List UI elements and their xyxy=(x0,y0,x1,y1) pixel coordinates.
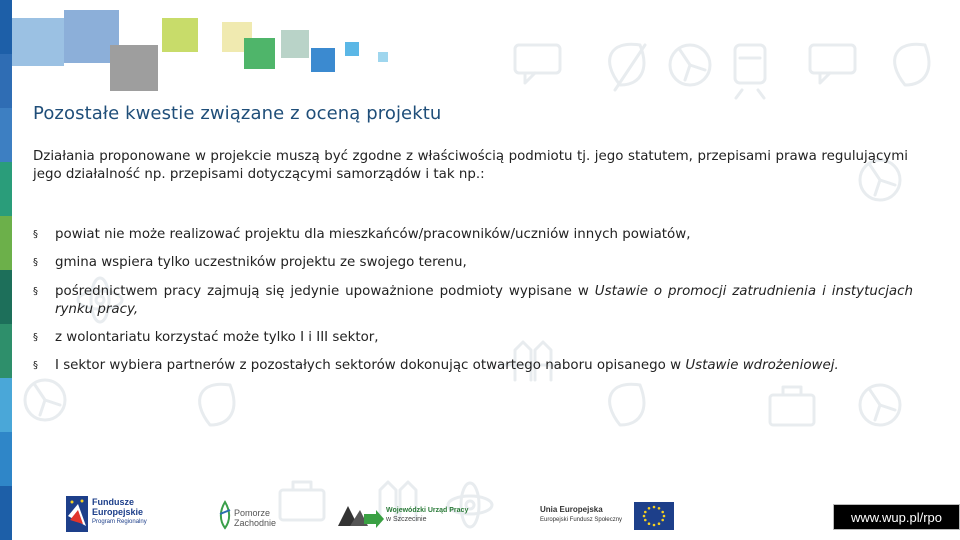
intro-paragraph: Działania proponowane w projekcie muszą być zgodne z właściwością podmiotu tj. jego statutem, przepisami prawa regulującymi jego działalność np. przepisami dotyczącymi samorządów i tak np.: xyxy=(33,149,908,182)
bullet-list xyxy=(33,226,913,375)
windmill-icon xyxy=(25,380,65,420)
windmill-icon xyxy=(860,385,900,425)
bullet-text: pośrednictwem pracy zajmują się jedynie upoważnione podmioty wypisane w xyxy=(55,284,595,299)
bullet-mark: § xyxy=(33,286,38,297)
fundusze-europejskie-logo xyxy=(66,496,166,532)
wup-emblem-icon xyxy=(336,500,384,530)
pomorze-line2: Zachodnie xyxy=(234,518,277,528)
pomorze-line1: Pomorze xyxy=(234,508,271,518)
chat-icon xyxy=(515,45,560,83)
bullet-text: I sektor wybiera partnerów z pozostałych sektorów dokonując otwartego naboru opisanego w xyxy=(55,358,686,373)
fe-line3: Program Regionalny xyxy=(92,519,147,525)
briefcase-icon xyxy=(770,387,814,425)
pomorze-emblem-icon xyxy=(214,500,236,530)
list-item xyxy=(33,329,913,347)
pomorze-zachodnie-logo xyxy=(214,500,284,532)
bullet-mark: § xyxy=(33,229,38,240)
unia-europejska-logo xyxy=(540,502,675,532)
bullet-mark: § xyxy=(33,332,38,343)
law-reference: Ustawie wdrożeniowej. xyxy=(685,358,839,373)
briefcase-icon xyxy=(280,482,324,520)
train-icon xyxy=(735,45,765,98)
leaf-icon xyxy=(610,44,645,90)
bullet-mark: § xyxy=(33,360,38,371)
ue-line1: Unia Europejska xyxy=(540,505,603,514)
bullet-text: gmina wspiera tylko uczestników projektu ze swojego terenu, xyxy=(55,255,467,270)
list-item xyxy=(33,283,913,319)
list-item xyxy=(33,357,913,375)
leaf-icon xyxy=(610,384,644,425)
eu-flag-icon xyxy=(634,502,674,530)
fe-emblem-icon xyxy=(66,496,88,532)
list-item xyxy=(33,226,913,244)
bullet-mark: § xyxy=(33,257,38,268)
ue-line2: Europejski Fundusz Społeczny xyxy=(540,517,623,523)
leaf-icon xyxy=(895,44,929,85)
wup-line2: w Szczecinie xyxy=(386,516,427,523)
chat-icon xyxy=(810,45,855,83)
website-url[interactable] xyxy=(833,504,960,530)
leaf-icon xyxy=(200,384,234,425)
fe-line2: Europejskie xyxy=(92,507,144,517)
website-url-text[interactable]: www.wup.pl/rpo xyxy=(850,509,943,525)
left-color-stripe xyxy=(0,0,12,540)
wup-line1: Wojewódzki Urząd Pracy xyxy=(386,507,469,514)
fe-line1: Fundusze xyxy=(92,497,134,507)
law-reference: Ustawie o promocji zatrudnienia i instytucjach rynku pracy, xyxy=(55,284,913,317)
wup-szczecin-logo xyxy=(336,500,486,532)
list-item xyxy=(33,254,913,272)
page-title: Pozostałe kwestie związane z oceną projektu xyxy=(33,103,442,124)
bullet-text: z wolontariatu korzystać może tylko I i III sektor, xyxy=(55,330,379,345)
windmill-icon xyxy=(670,45,710,85)
bullet-text: powiat nie może realizować projektu dla mieszkańców/pracowników/uczniów innych powiatów, xyxy=(55,227,691,242)
